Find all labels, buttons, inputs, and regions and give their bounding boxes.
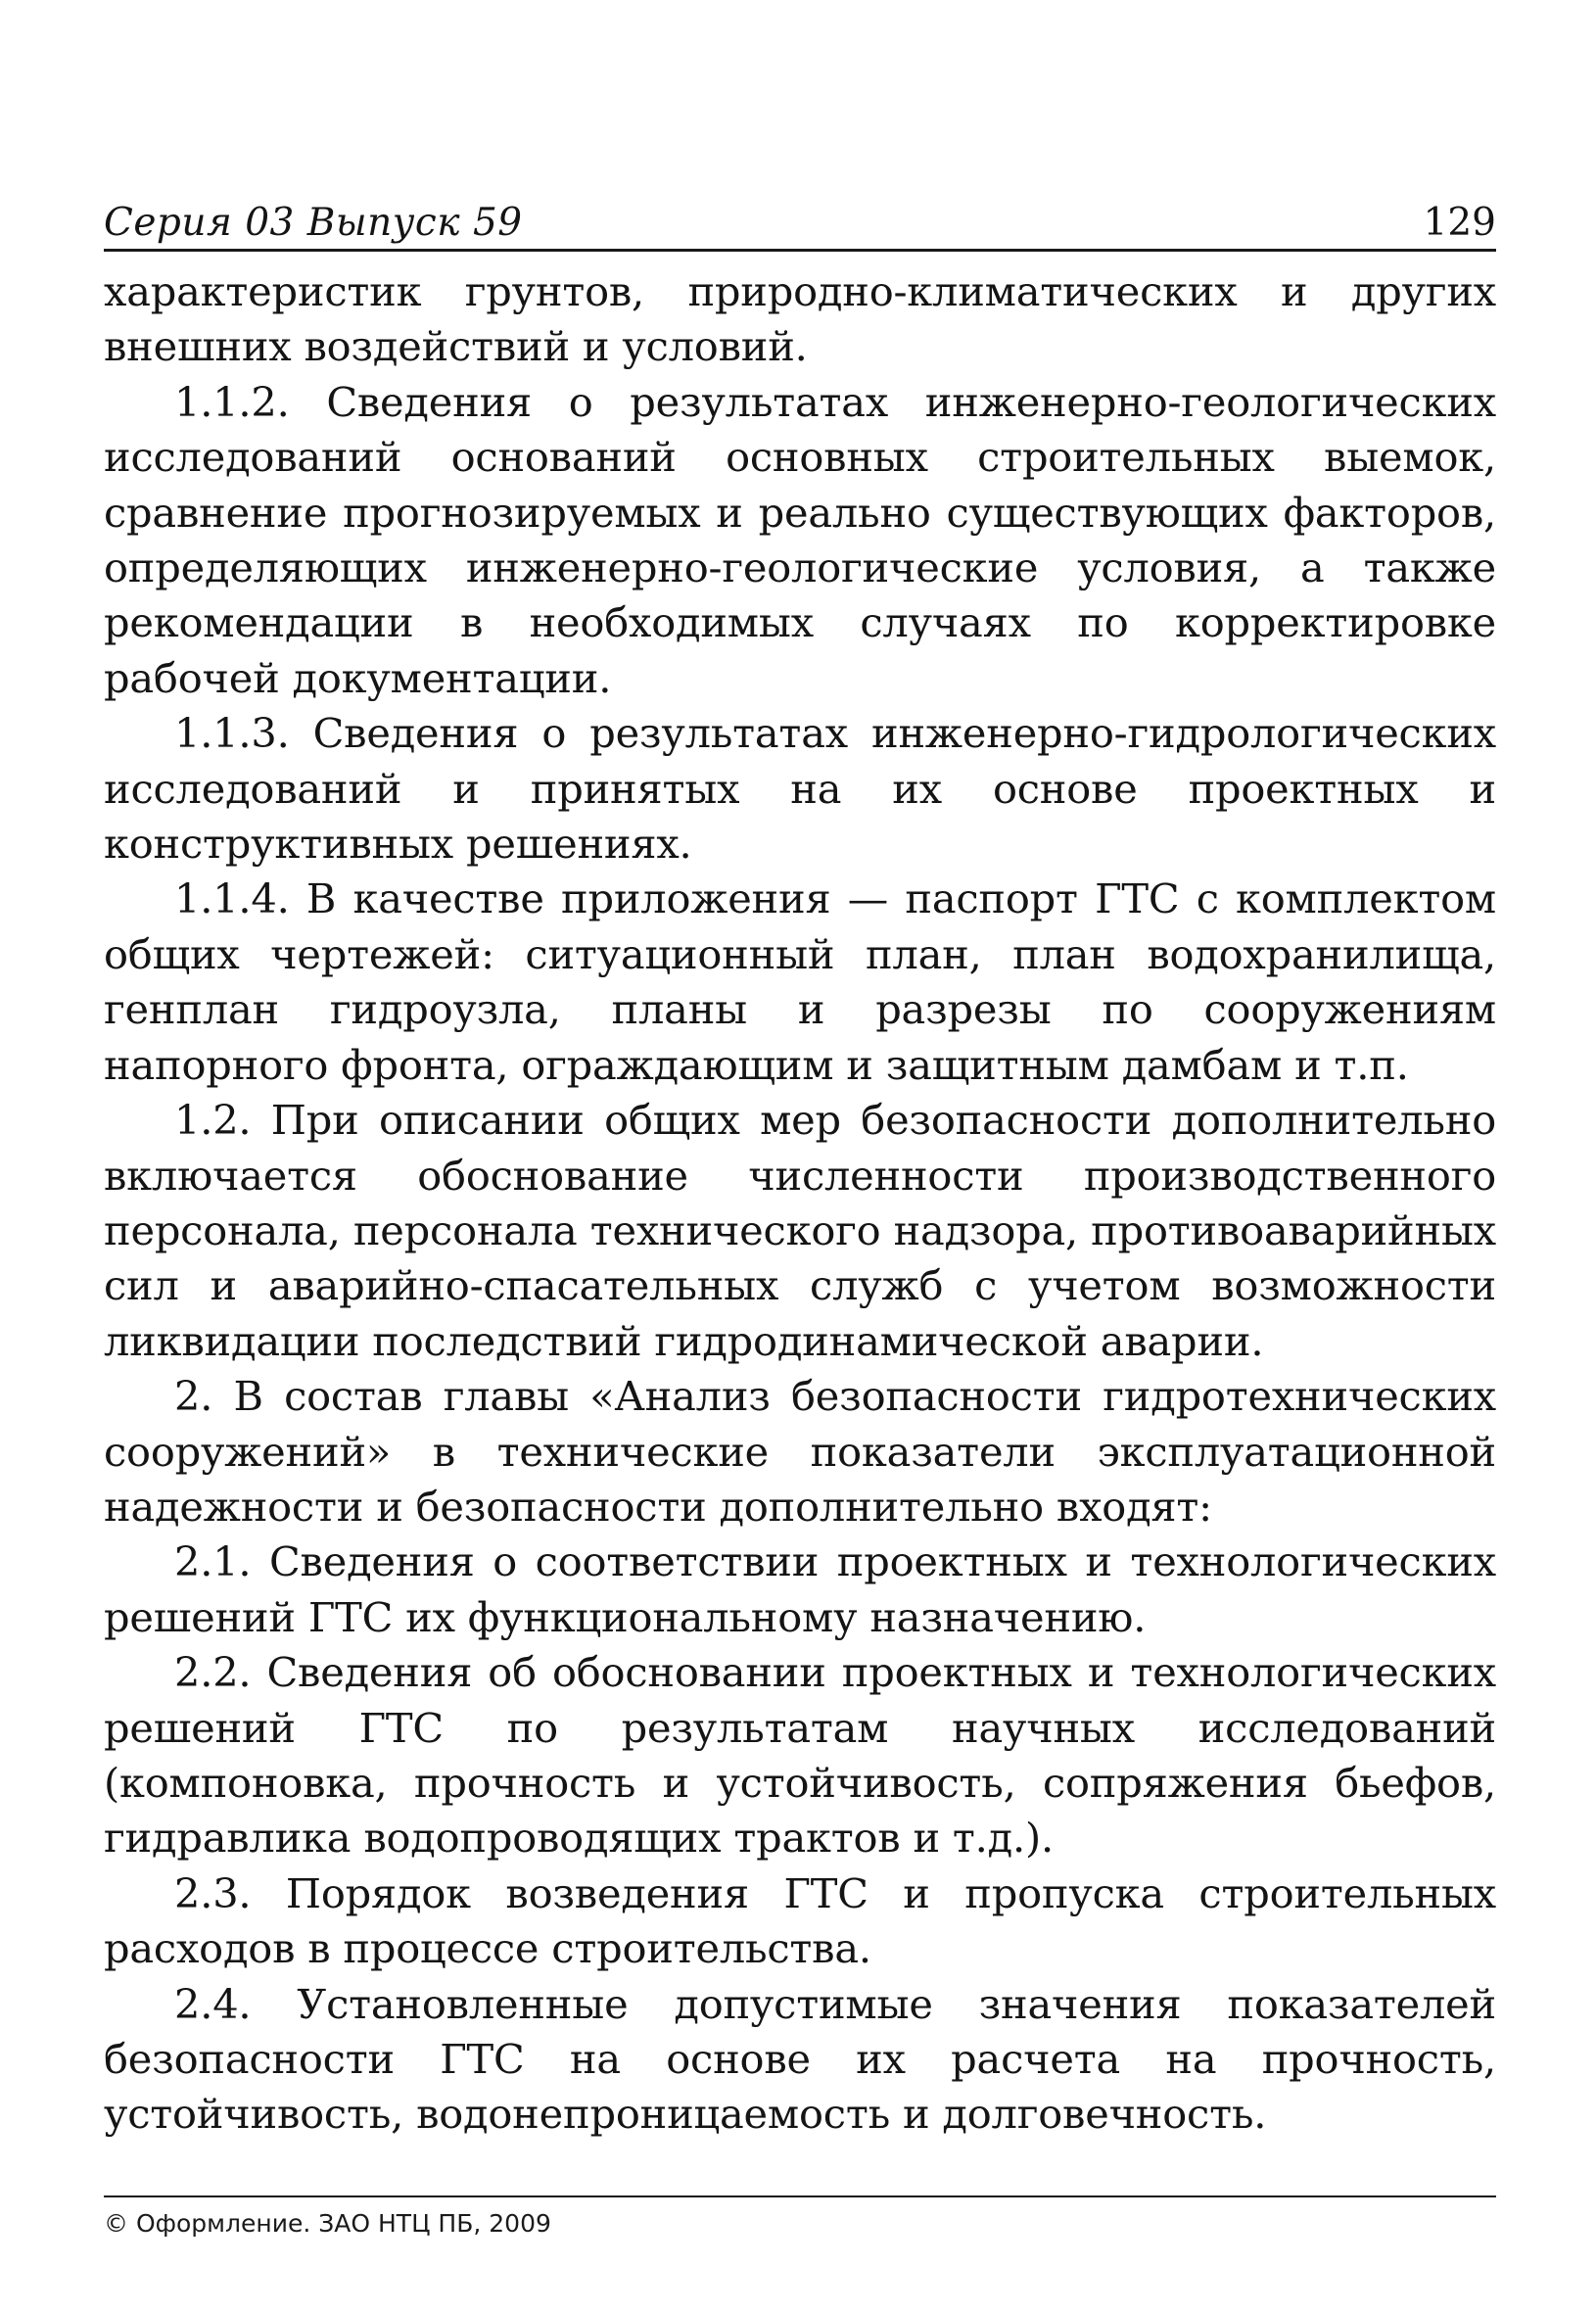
paragraph-1-1-4: 1.1.4. В качестве приложения — паспорт ГТС с комплектом общих чертежей: ситуационный план, план водохранилища, генплан гидроузла, планы и разрезы по сооружениям напорного фронта, ограждающим и защитным дамбам и т.п. [104, 874, 1496, 1089]
page-number: 129 [1423, 201, 1496, 245]
footer-divider [104, 2195, 1496, 2197]
paragraph-2-2: 2.2. Сведения об обосновании проектных и технологических решений ГТС по результатам научных исследований (компоновка, прочность и устойчивость, сопряжения бьефов, гидравлика водопроводящих трактов и т.д.). [104, 1648, 1496, 1863]
body-text [104, 264, 1496, 2143]
copyright-footer: © Оформление. ЗАО НТЦ ПБ, 2009 [104, 2209, 551, 2238]
running-header [104, 192, 1496, 252]
paragraph-1-1-3: 1.1.3. Сведения о результатах инженерно-гидрологических исследований и принятых на их основе проектных и конструктивных решениях. [104, 709, 1496, 869]
series-title: Серия 03 Выпуск 59 [104, 201, 523, 245]
paragraph-continuation: характеристик грунтов, природно-климатических и других внешних воздействий и условий. [104, 267, 1496, 371]
paragraph-2-3: 2.3. Порядок возведения ГТС и пропуска строительных расходов в процессе строительства. [104, 1868, 1496, 1973]
paragraph-2-1: 2.1. Сведения о соответствии проектных и технологических решений ГТС их функциональному назначению. [104, 1537, 1496, 1641]
paragraph-1-2: 1.2. При описании общих мер безопасности дополнительно включается обоснование численности производственного персонала, персонала технического надзора, противоаварийных сил и аварийно-спасательных служб с учетом возможности ликвидации последствий гидродинамической аварии. [104, 1096, 1496, 1365]
paragraph-2: 2. В состав главы «Анализ безопасности гидротехнических сооружений» в технические показатели эксплуатационной надежности и безопасности дополнительно входят: [104, 1372, 1496, 1531]
paragraph-1-1-2: 1.1.2. Сведения о результатах инженерно-геологических исследований оснований основных строительных выемок, сравнение прогнозируемых и реально существующих факторов, определяющих инженерно-геологические условия, а также рекомендации в необходимых случаях по корректировке рабочей документации. [104, 377, 1496, 702]
paragraph-2-4: 2.4. Установленные допустимые значения показателей безопасности ГТС на основе их расчета на прочность, устойчивость, водонепроницаемость и долговечность. [104, 1979, 1496, 2139]
